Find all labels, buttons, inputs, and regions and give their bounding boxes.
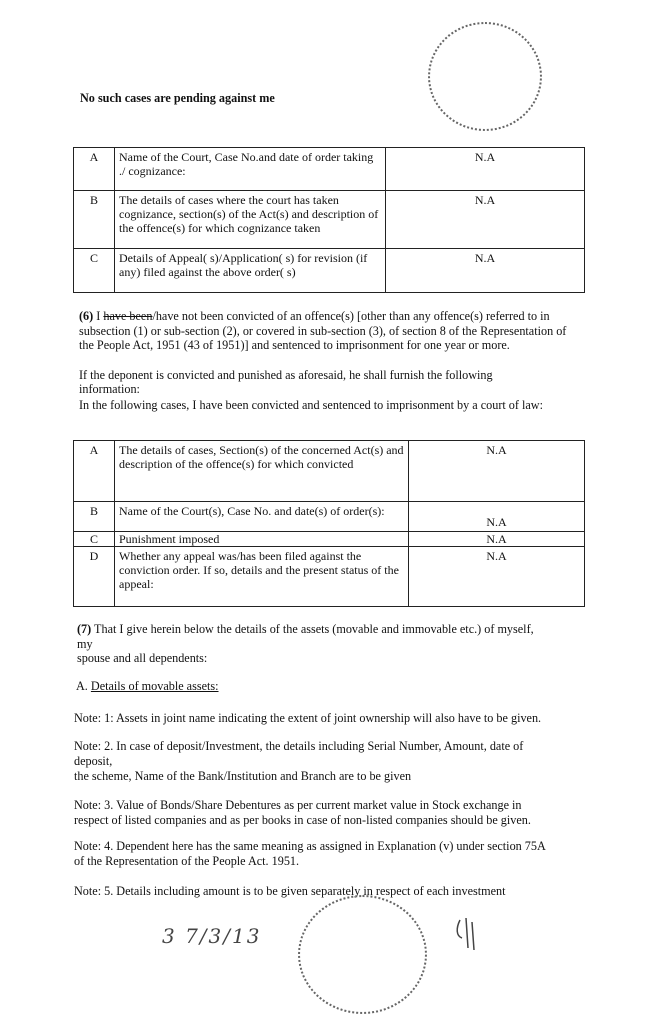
row-value: N.A [409, 532, 585, 547]
row-label: D [74, 547, 115, 607]
row-value: N.A [386, 191, 585, 249]
table-row [74, 532, 585, 547]
note-1: Note: 1: Assets in joint name indicating the extent of joint ownership will also have to be given. [74, 711, 542, 725]
row-description: Whether any appeal was/has been filed against the conviction order. If so, details and the present status of the appeal: [115, 547, 409, 607]
para-number: (6) [79, 309, 94, 323]
table-row [74, 547, 585, 607]
row-description: Name of the Court, Case No.and date of order taking ./ cognizance: [115, 148, 386, 191]
note-2 [74, 739, 523, 784]
notary-stamp-bottom [298, 895, 427, 1014]
note-3-line-1: Note: 3. Value of Bonds/Share Debentures as per current market value in Stock exchange in [74, 798, 522, 812]
row-label: A [74, 441, 115, 502]
row-label: C [74, 532, 115, 547]
note-3 [74, 798, 531, 827]
table-row [74, 502, 585, 532]
note-2-line-1: Note: 2. In case of deposit/Investment, the details including Serial Number, Amount, date of [74, 739, 524, 753]
row-description: The details of cases, Section(s) of the concerned Act(s) and description of the offence(s) for which convicted [115, 441, 409, 502]
note-2-line-2: deposit, [74, 753, 113, 768]
note-4 [74, 839, 546, 868]
row-label: B [74, 191, 115, 249]
table-row [74, 148, 585, 191]
notary-stamp-top [428, 22, 542, 131]
signature-mark [452, 912, 482, 954]
note-4-line-2: of the Representation of the People Act. 1951. [74, 853, 300, 868]
table-row [74, 249, 585, 293]
row-description: The details of cases where the court has taken cognizance, section(s) of the Act(s) and description of the offence(s) for which cognizance taken [115, 191, 386, 249]
row-value: N.A [386, 249, 585, 293]
row-description: Punishment imposed [115, 532, 409, 547]
table-row [74, 191, 585, 249]
convicted-intro-1: If the deponent is convicted and punished as aforesaid, he shall furnish the following [79, 368, 493, 382]
note-2-line-3: the scheme, Name of the Bank/Institution and Branch are to be given [74, 769, 412, 783]
row-description: Details of Appeal( s)/Application( s) for revision (if any) filed against the above order( s) [115, 249, 386, 293]
struck-text: have been [103, 309, 153, 323]
assets-line-1: That I give herein below the details of the assets (movable and immovable etc.) of myself, [94, 622, 534, 636]
row-value: N.A [409, 502, 585, 532]
pending-cases-table [73, 147, 585, 293]
row-value: N.A [386, 148, 585, 191]
row-label: B [74, 502, 115, 532]
convictions-table [73, 440, 585, 607]
assets-paragraph [77, 622, 577, 666]
conviction-paragraph [79, 309, 584, 353]
note-5: Note: 5. Details including amount is to be given separately in respect of each investment [74, 884, 506, 898]
assets-line-3: spouse and all dependents: [77, 651, 208, 665]
note-3-line-2: respect of listed companies and as per books in case of non-listed companies should be given. [74, 812, 531, 827]
row-description: Name of the Court(s), Case No. and date(s) of order(s): [115, 502, 409, 532]
row-value: N.A [409, 441, 585, 502]
assets-line-2: my [77, 636, 93, 651]
section-title: Details of movable assets: [90, 679, 219, 693]
table-row [74, 441, 585, 502]
section-prefix: A. [76, 679, 91, 693]
row-label: A [74, 148, 115, 191]
section-a-heading [76, 679, 219, 694]
para-text: /have not been convicted of an offence(s) [other than any offence(s) referred to in subsection (1) or sub-section (2), or covered in sub-section (3), of section 8 of the Representation of the People Act, 1951 (43 of 1951)] and sentenced to imprisonment for one year or more. [79, 309, 567, 352]
convicted-intro-2: information: [79, 382, 140, 396]
para-number: (7) [77, 622, 92, 636]
row-label: C [74, 249, 115, 293]
handwritten-date: 3 7/3/13 [162, 924, 262, 948]
row-value: N.A [409, 547, 585, 607]
convicted-intro-3: In the following cases, I have been convicted and sentenced to imprisonment by a court of law: [79, 398, 543, 412]
note-4-line-1: Note: 4. Dependent here has the same meaning as assigned in Explanation (v) under section 75A [74, 839, 546, 853]
pending-heading: No such cases are pending against me [80, 91, 275, 105]
para-i: I [96, 309, 101, 323]
